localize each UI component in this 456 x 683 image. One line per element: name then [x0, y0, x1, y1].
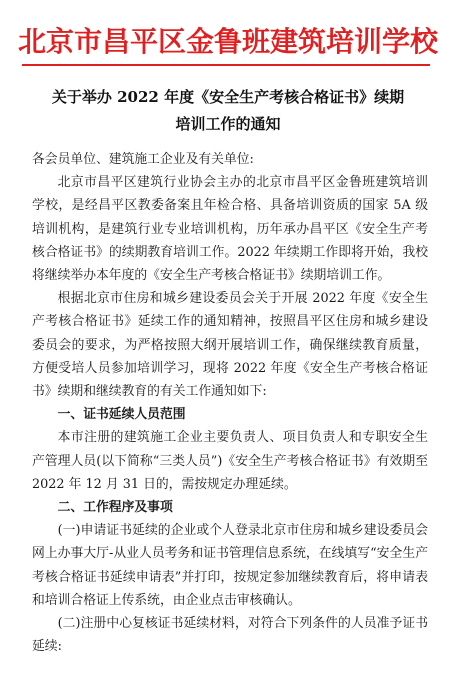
paragraph-procedure-1: (一)申请证书延续的企业或个人登录北京市住房和城乡建设委员会网上办事大厅-从业人员考务和证书管理信息系统，在线填写“安全生产考核合格证书延续申请表”并打印，按规定参加继续教育后，将申请表和培训合格证上传系统，由企业点击审核确认。	[32, 523, 428, 608]
notice-body	[32, 148, 428, 658]
notice-title	[22, 84, 434, 138]
paragraph-intro: 北京市昌平区建筑行业协会主办的北京市昌平区金鲁班建筑培训学校，是经昌平区教委备案且年检合格、具备培训资质的国家 5A 级培训机构，是建筑行业专业培训机构，历年承办昌平区《安全生产考核合格证书》的续期教育培训工作。2022 年续期工作即将开始，我校将继续举办本年度的《安全生产考核合格证书》续期培训工作。	[32, 175, 428, 284]
school-name-header: 北京市昌平区金鲁班建筑培训学校	[17, 25, 438, 58]
paragraph-basis: 根据北京市住房和城乡建设委员会关于开展 2022 年度《安全生产考核合格证书》延续工作的通知精神，按照昌平区住房和城乡建设委员会的要求，为严格按照大纲开展培训工作，确保继续教育质量，方便受培人员参加培训学习，现将 2022 年度《安全生产考核合格证书》续期和继续教育的有关工作通知如下:	[32, 291, 428, 400]
paragraph-procedure-2: (二)注册中心复核证书延续材料，对符合下列条件的人员准予证书延续:	[32, 616, 428, 655]
section-heading-scope: 一、证书延续人员范围	[57, 407, 186, 423]
notice-title-line-2: 培训工作的通知	[175, 115, 281, 133]
section-heading-procedure: 二、工作程序及事项	[57, 500, 173, 516]
header-divider	[22, 64, 430, 66]
salutation: 各会员单位、建筑施工企业及有关单位:	[32, 152, 254, 167]
paragraph-scope: 本市注册的建筑施工企业主要负责人、项目负责人和专职安全生产管理人员(以下简称“三类人员”)《安全生产考核合格证书》有效期至 2022 年 12 月 31 日的，需按规定办理延续。	[32, 430, 428, 492]
notice-title-line-1: 关于举办 2022 年度《安全生产考核合格证书》续期	[51, 88, 405, 106]
